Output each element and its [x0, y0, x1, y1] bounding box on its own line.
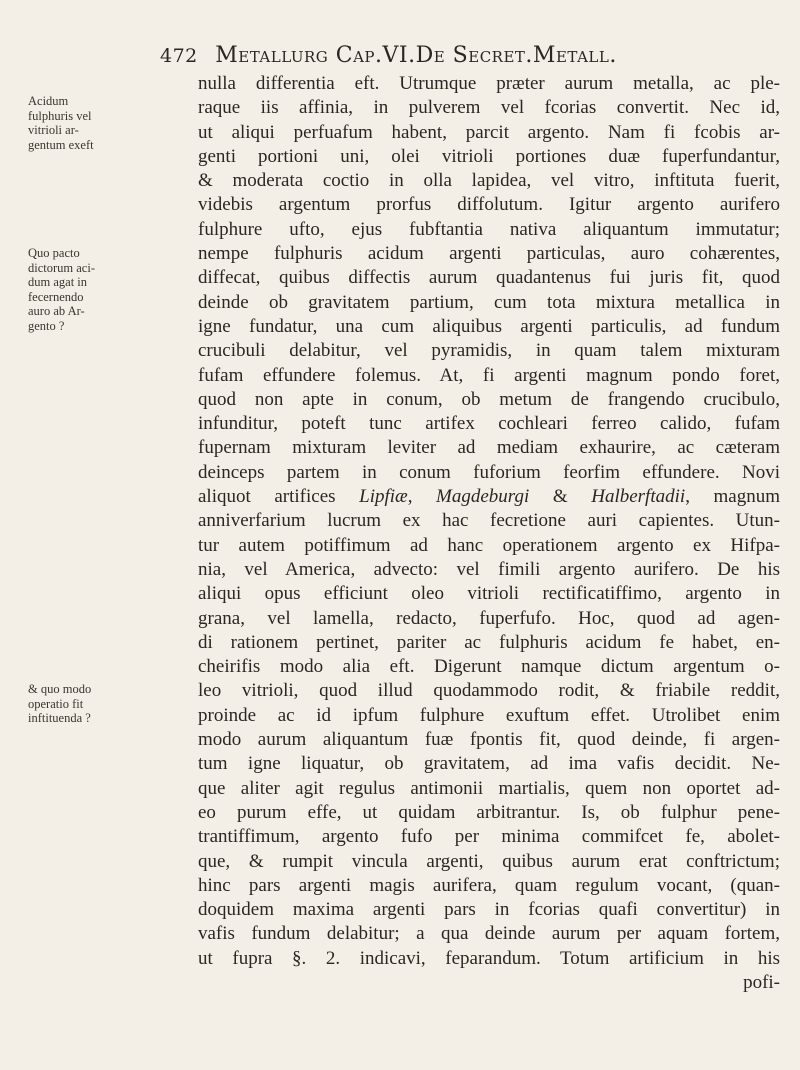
main-text-block [198, 72, 780, 995]
text-line: tum igne liquatur, ob gravitatem, ad ima vafis decidit. Ne- [198, 753, 780, 775]
text-line: deinde ob gravitatem partium, cum tota mixtura metallica in [198, 291, 780, 313]
text-line: ut fupra §. 2. indicavi, feparandum. Totum artificium in his [198, 947, 780, 969]
text-line: quod non apte in conum, ob metum de frangendo crucibulo, [198, 388, 780, 410]
margin-note-line: Quo pacto [28, 246, 80, 260]
text-line: anniverfarium lucrum ex hac fecretione auri capientes. Utun- [198, 510, 780, 532]
text-line: fulphure ufto, ejus fubftantia nativa aliquantum immutatur; [198, 218, 780, 240]
text-line: crucibuli delabitur, vel pyramidis, in quam talem mixturam [198, 340, 780, 362]
text-line: & moderata coctio in olla lapidea, vel vitro, inftituta fuerit, [198, 170, 780, 192]
margin-note-line: dum agat in [28, 275, 88, 290]
text-line: grana, vel lamella, redacto, fuperfufo. Hoc, quod ad agen- [198, 607, 780, 629]
text-line: eo purum effe, ut quidam arbitrantur. Is, ob fulphur pene- [198, 801, 780, 823]
margin-note-line: operatio fit [28, 696, 84, 711]
text-line: ut aliqui perfuafum habent, parcit argento. Nam fi fcobis ar- [198, 121, 780, 143]
text-line: que, & rumpit vincula argenti, quibus aurum erat conftrictum; [198, 850, 780, 872]
text-line: raque iis affinia, in pulverem vel fcorias convertit. Nec id, [198, 97, 780, 119]
running-header [160, 40, 770, 72]
text-line: genti portioni uni, olei vitrioli portiones duæ fuperfundantur, [198, 145, 780, 167]
text-line: diffecat, quibus diffectis aurum quadantenus fui juris fit, quod [198, 267, 780, 289]
margin-note-line: gento ? [28, 318, 65, 333]
margin-note-line: fecernendo [28, 289, 84, 304]
text-line: aliqui opus efficiunt oleo vitrioli rectificatiffimo, argento in [198, 583, 780, 605]
text-line: trantiffimum, argento fufo per minima commifcet fe, abolet- [198, 826, 780, 848]
text-line: hinc pars argenti magis aurifera, quam regulum vocant, (quan- [198, 874, 780, 896]
text-line: que aliter agit regulus antimonii martialis, quem non oportet ad- [198, 777, 780, 799]
text-segment: , magnum [685, 486, 781, 508]
margin-note-line: fulphuris vel [28, 108, 92, 123]
text-line: vafis fundum delabitur; a qua deinde aurum per aquam fortem, [198, 923, 780, 945]
text-line: deinceps partem in conum fuforium feorfim effundere. Novi [198, 461, 780, 483]
text-line: igne fundatur, una cum aliquibus argenti particulis, ad fundum [198, 315, 780, 337]
text-segment: & [529, 486, 592, 508]
place-name-magdeburg: Magdeburgi [436, 486, 530, 508]
text-line: cheirifis modo alia eft. Digerunt namque dictum argentum o- [198, 656, 780, 678]
catchword: pofi- [743, 971, 780, 993]
margin-note-line: Acidum [28, 94, 69, 108]
margin-note-line: auro ab Ar- [28, 304, 85, 319]
text-line: doquidem maxima argenti pars in fcorias quafi convertitur) in [198, 899, 780, 921]
margin-note-line: dictorum aci- [28, 260, 95, 275]
margin-note-line: vitrioli ar- [28, 123, 79, 138]
margin-note-line: gentum exeft [28, 137, 94, 152]
text-line: nulla differentia eft. Utrumque præter aurum metalla, ac ple- [198, 73, 780, 94]
text-line: infunditur, poteft tunc artifex cochleari ferreo calido, fufam [198, 413, 780, 435]
text-line: fupernam mixturam leviter ad mediam exhaurire, ac cæteram [198, 437, 780, 459]
text-line: nempe fulphuris acidum argenti particulas, auro cohærentes, [198, 243, 780, 265]
text-segment: , [407, 486, 437, 508]
margin-note-line: & quo modo [28, 682, 92, 696]
text-line: tur autem potiffimum ad hanc operationem argento ex Hifpa- [198, 534, 780, 556]
text-line: modo aurum aliquantum fuæ fpontis fit, quod deinde, fi argen- [198, 729, 780, 751]
place-name-halberstadt: Halberftadii [591, 486, 686, 508]
margin-note-quo-pacto [28, 246, 152, 334]
margin-note-quo-modo [28, 682, 152, 726]
margin-note-line: inftituenda ? [28, 711, 91, 726]
page-number: 472 [160, 45, 198, 67]
text-line: di rationem pertinet, pariter ac fulphuris acidum fe habet, en- [198, 631, 780, 653]
text-segment: aliquot artifices [198, 486, 360, 508]
text-line: leo vitrioli, quod illud quodammodo rodit, & friabile reddit, [198, 680, 780, 702]
running-title: Metallurg Cap.VI.De Secret.Metall. [215, 43, 617, 68]
margin-note-acidum [28, 94, 152, 152]
text-line: nia, vel America, advecto: vel fimili argento aurifero. De his [198, 558, 780, 580]
text-line: fufam effundere folemus. At, fi argenti magnum pondo foret, [198, 364, 780, 386]
text-line: proinde ac id ipfum fulphure exuftum effet. Utrolibet enim [198, 704, 780, 726]
text-line-with-place-names [198, 485, 780, 509]
place-name-lipsia: Lipfiæ [359, 486, 408, 508]
text-line: videbis argentum prorfus diffolutum. Igitur argento aurifero [198, 194, 780, 216]
